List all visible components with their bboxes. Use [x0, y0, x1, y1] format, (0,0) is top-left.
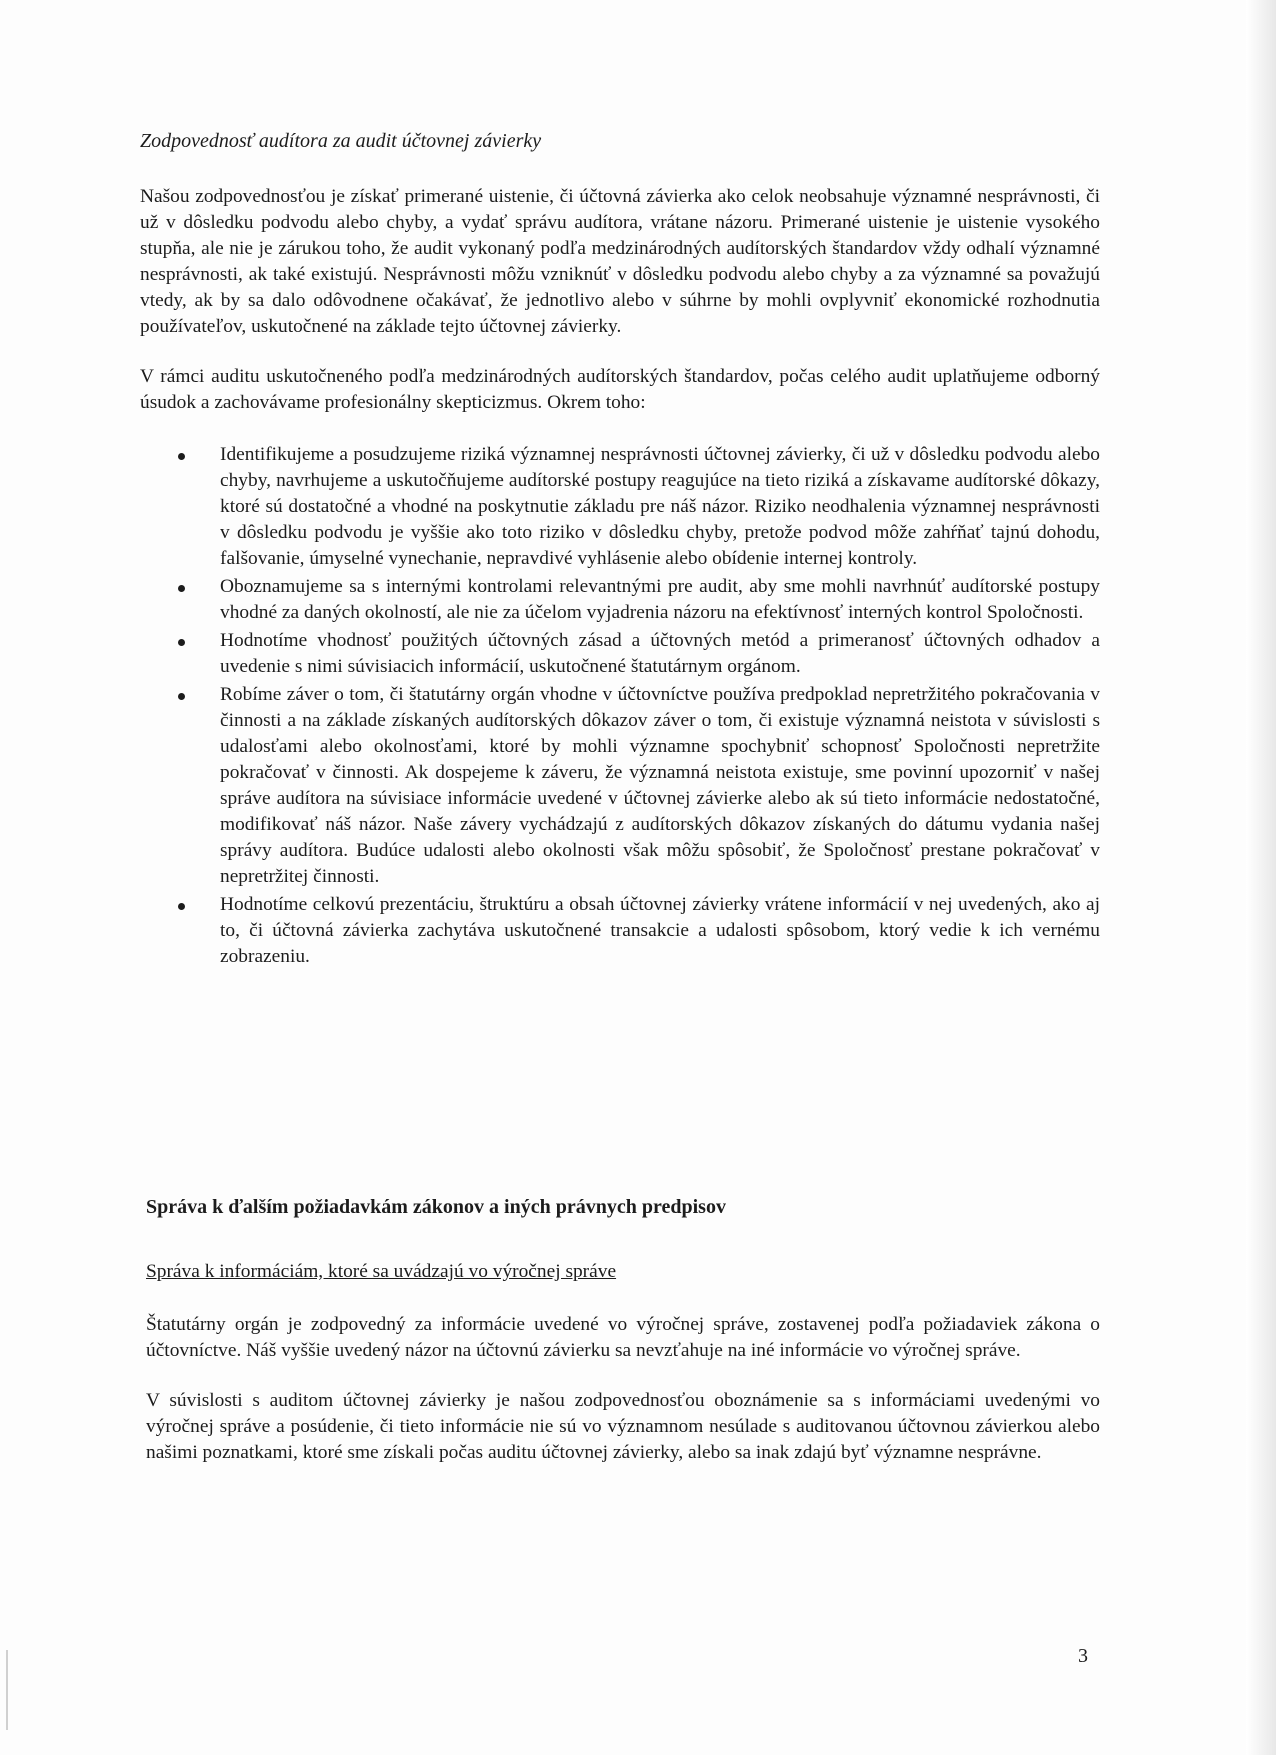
- scan-mark: [6, 1650, 8, 1730]
- list-item-text: Robíme záver o tom, či štatutárny orgán vhodne v účtovníctve používa predpoklad nepretržitého pokračovania v činnosti a na základe získaných audítorských dôkazov záver o tom, či existuje významná neistota v súvislosti s udalosťami alebo okolnosťami, ktoré by mohli významne spochybniť schopnosť Spoločnosti nepretržite pokračovať v činnosti. Ak dospejeme k záveru, že významná neistota existuje, sme povinní upozorniť v našej správe audítora na súvisiace informácie uvedené v účtovnej závierke alebo ak sú tieto informácie nedostatočné, modifikovať náš názor. Naše závery vychádzajú z audítorských dôkazov získaných do dátumu vydania našej správy audítora. Budúce udalosti alebo okolnosti však môžu spôsobiť, že Spoločnosť prestane pokračovať v nepretržitej činnosti.: [220, 684, 1100, 887]
- paragraph: V súvislosti s auditom účtovnej závierky je našou zodpovednosťou oboznámenie sa s informáciami uvedenými vo výročnej správe a posúdenie, či tieto informácie nie sú vo významnom nesúlade s auditovanou účtovnou závierkou alebo našimi poznatkami, ktoré sme získali počas auditu účtovnej závierky, alebo sa inak zdajú byť významne nesprávne.: [146, 1390, 1100, 1463]
- list-item: [220, 682, 1100, 890]
- section-heading: Správa k ďalším požiadavkám zákonov a iných právnych predpisov: [146, 1196, 726, 1218]
- list-item: [220, 628, 1100, 680]
- list-item-text: Identifikujeme a posudzujeme riziká významnej nesprávnosti účtovnej závierky, či už v dôsledku podvodu alebo chyby, navrhujeme a uskutočňujeme audítorské postupy reagujúce na tieto riziká a získavame audítorské dôkazy, ktoré sú dostatočné a vhodné na poskytnutie základu pre náš názor. Riziko neodhalenia významnej nesprávnosti v dôsledku podvodu je vyššie ako toto riziko v dôsledku chyby, pretože podvod môže zahŕňať tajnú dohodu, falšovanie, úmyselné vynechanie, nepravdivé vyhlásenie alebo obídenie internej kontroly.: [220, 444, 1100, 569]
- bullet-icon: [178, 453, 185, 460]
- auditor-responsibility-section: [140, 128, 1100, 972]
- bullet-icon: [178, 585, 185, 592]
- list-item-text: Hodnotíme vhodnosť použitých účtovných zásad a účtovných metód a primeranosť účtovných odhadov a uvedenie s nimi súvisiacich informácií, uskutočnené štatutárnym orgánom.: [220, 630, 1100, 677]
- section-title: Zodpovednosť audítora za audit účtovnej závierky: [140, 130, 542, 152]
- bullet-list: [140, 442, 1100, 970]
- list-item-text: Oboznamujeme sa s internými kontrolami relevantnými pre audit, aby sme mohli navrhnúť audítorské postupy vhodné za daných okolností, ale nie za účelom vyjadrenia názoru na efektívnosť interných kontrol Spoločnosti.: [220, 576, 1100, 623]
- bullet-icon: [178, 903, 185, 910]
- list-item: [220, 574, 1100, 626]
- list-item: [220, 892, 1100, 970]
- paragraph: Štatutárny orgán je zodpovedný za informácie uvedené vo výročnej správe, zostavenej podľa požiadaviek zákona o účtovníctve. Náš vyššie uvedený názor na účtovnú závierku sa nevzťahuje na iné informácie vo výročnej správe.: [146, 1314, 1100, 1361]
- bullet-icon: [178, 693, 185, 700]
- paragraph: V rámci auditu uskutočneného podľa medzinárodných audítorských štandardov, počas celého audit uplatňujeme odborný úsudok a zachovávame profesionálny skepticizmus. Okrem toho:: [140, 366, 1100, 413]
- annual-report-section: [146, 1312, 1100, 1490]
- page-number: 3: [1078, 1645, 1088, 1667]
- scan-edge-shadow: [1246, 0, 1276, 1755]
- bullet-icon: [178, 639, 185, 646]
- list-item: [220, 442, 1100, 572]
- paragraph: Našou zodpovednosťou je získať primerané uistenie, či účtovná závierka ako celok neobsahuje významné nesprávnosti, či už v dôsledku podvodu alebo chyby, a vydať správu audítora, vrátane názoru. Primerané uistenie je uistenie vysokého stupňa, ale nie je zárukou toho, že audit vykonaný podľa medzinárodných audítorských štandardov vždy odhalí významné nesprávnosti, ak také existujú. Nesprávnosti môžu vzniknúť v dôsledku podvodu alebo chyby a za významné sa považujú vtedy, ak by sa dalo odôvodnene očakávať, že jednotlivo alebo v súhrne by mohli ovplyvniť ekonomické rozhodnutia používateľov, uskutočnené na základe tejto účtovnej závierky.: [140, 186, 1100, 337]
- list-item-text: Hodnotíme celkovú prezentáciu, štruktúru a obsah účtovnej závierky vrátene informácií v nej uvedených, ako aj to, či účtovná závierka zachytáva uskutočnené transakcie a udalosti spôsobom, ktorý vedie k ich vernému zobrazeniu.: [220, 894, 1100, 967]
- subsection-heading: Správa k informáciám, ktoré sa uvádzajú vo výročnej správe: [146, 1261, 617, 1282]
